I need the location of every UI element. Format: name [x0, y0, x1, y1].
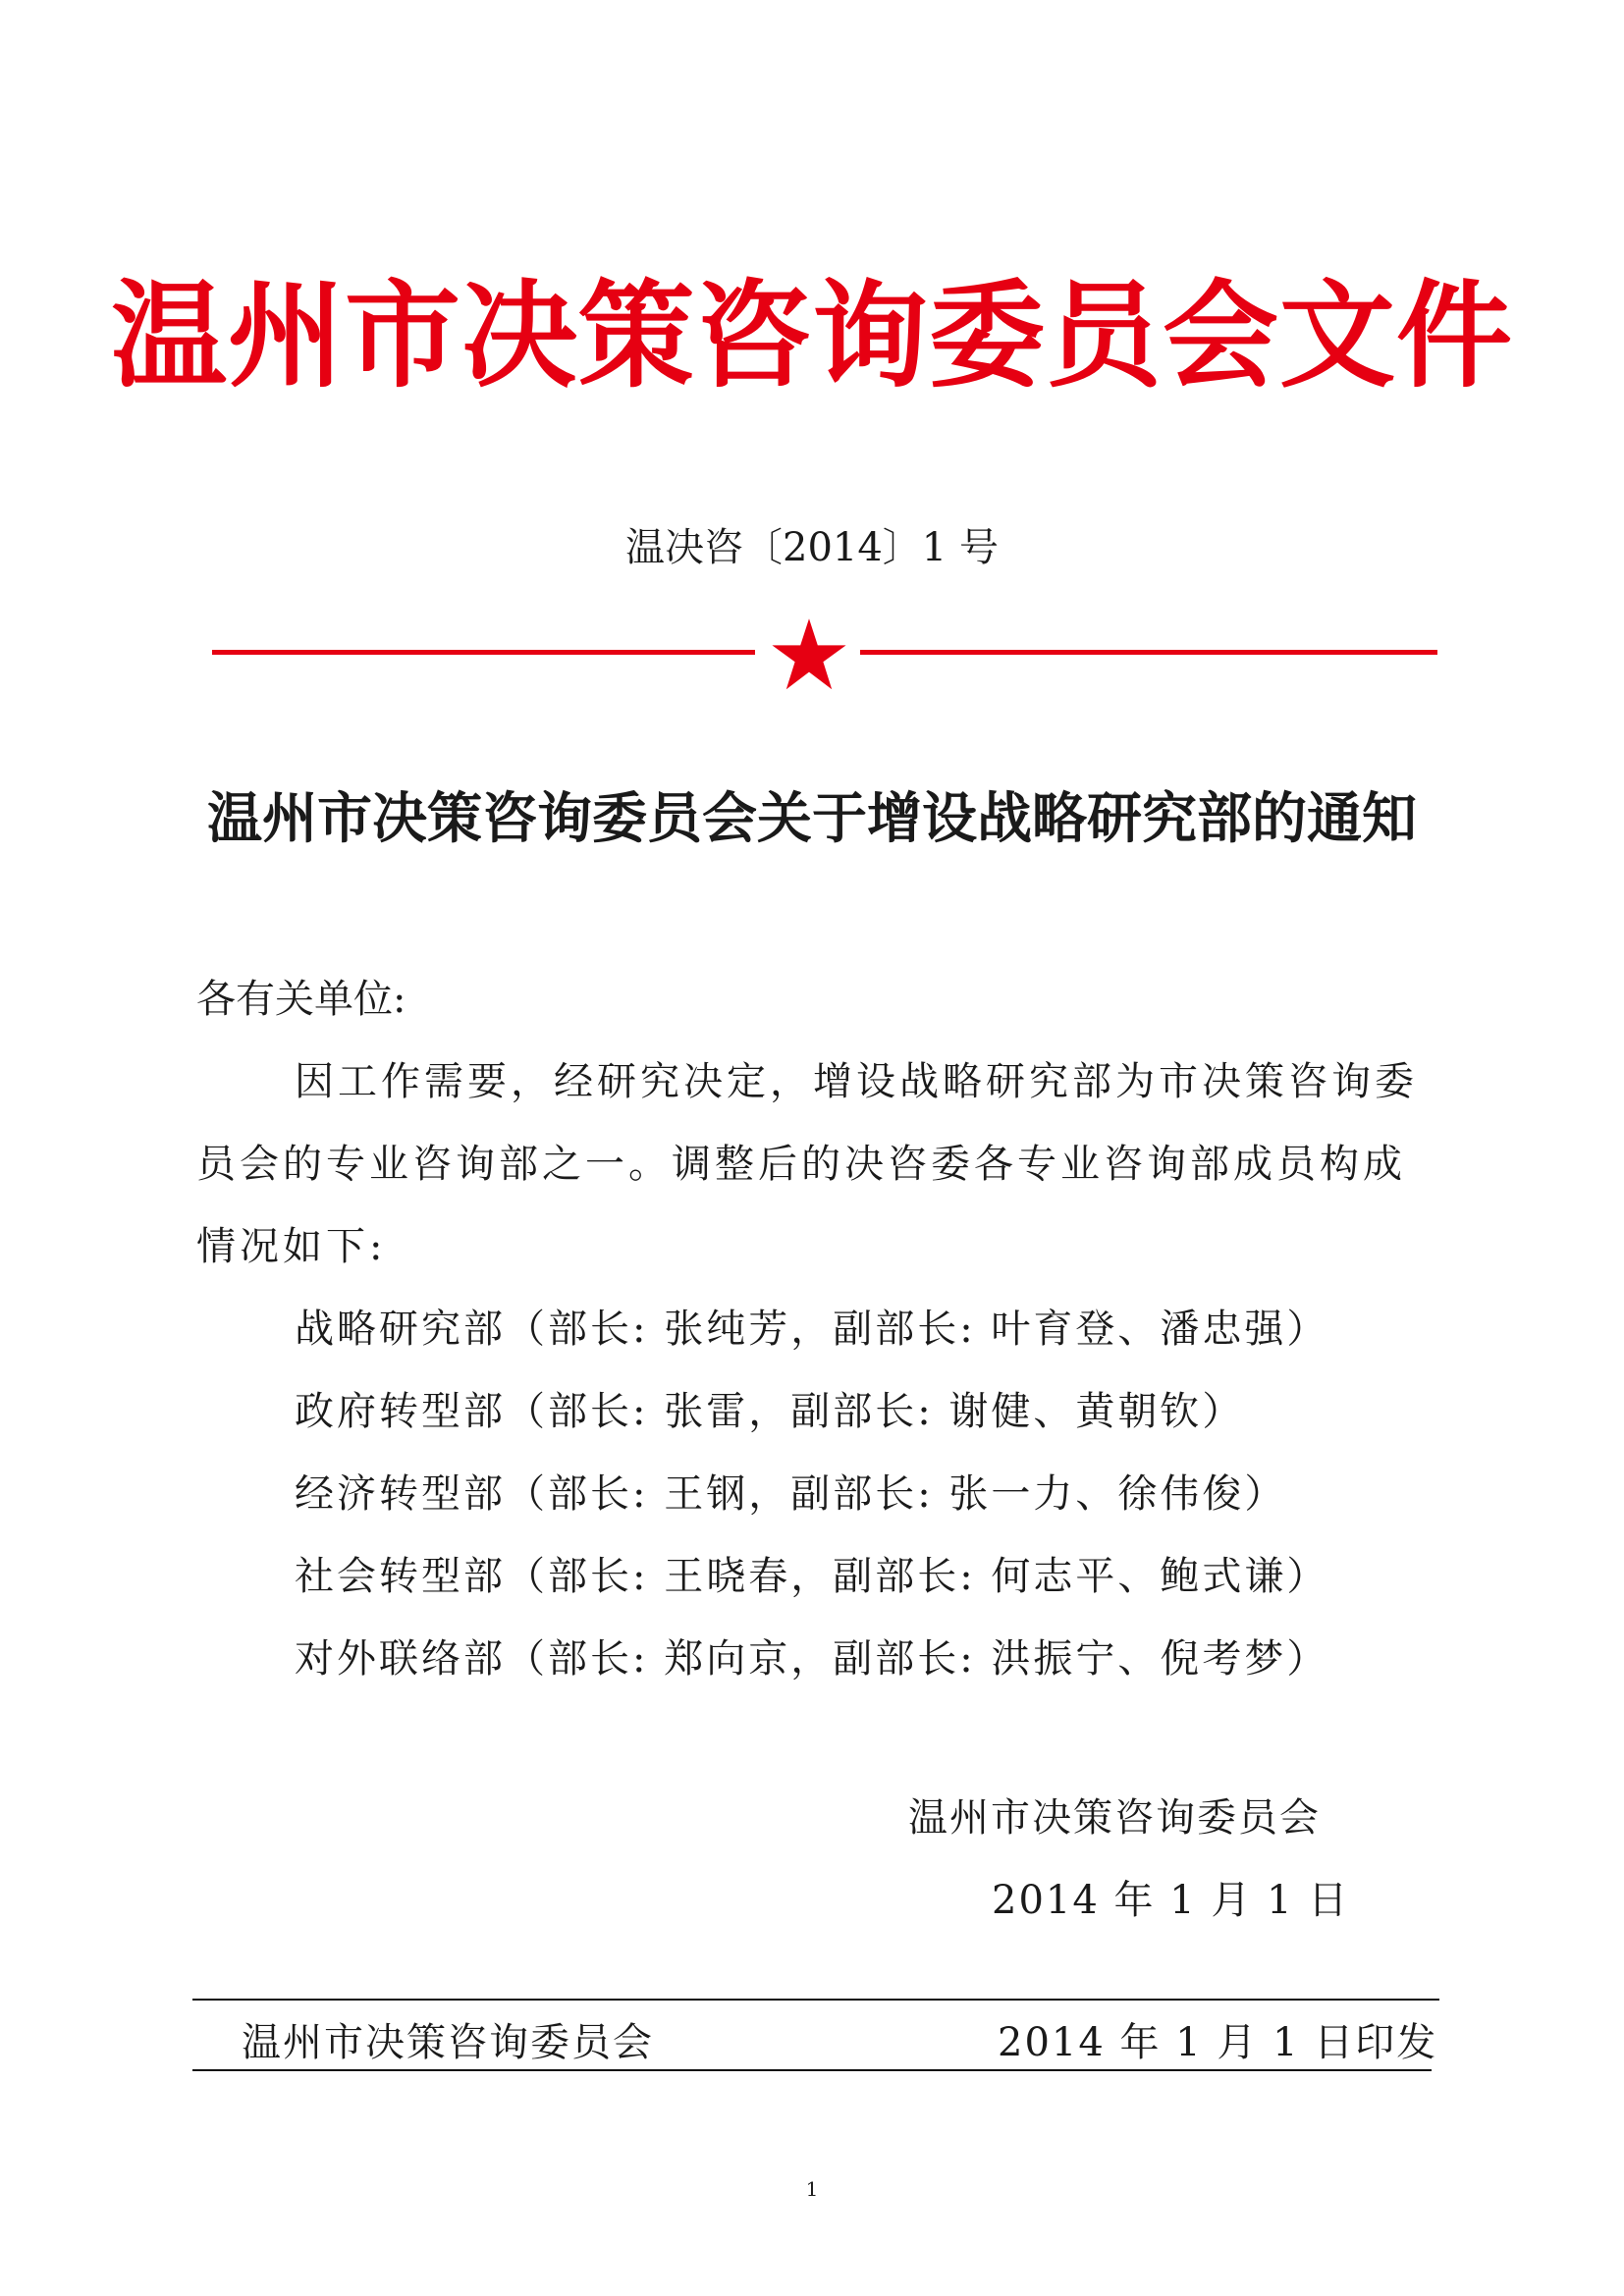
salutation: 各有关单位:	[196, 977, 406, 1022]
footer-divider-bottom	[192, 2069, 1432, 2071]
footer-issuer: 温州市决策咨询委员会	[242, 2020, 654, 2065]
star-icon	[770, 615, 848, 694]
signature-date: 2014 年 1 月 1 日	[992, 1878, 1350, 1923]
signature-organization: 温州市决策咨询委员会	[908, 1795, 1321, 1841]
red-divider-left	[212, 650, 755, 655]
footer-divider-top	[192, 1999, 1439, 2001]
document-header-title: 温州市决策咨询委员会文件	[110, 267, 1513, 403]
footer-print-date: 2014 年 1 月 1 日印发	[998, 2020, 1438, 2065]
department-item: 政府转型部（部长: 张雷，副部长: 谢健、黄朝钦）	[295, 1389, 1245, 1434]
notice-title: 温州市决策咨询委员会关于增设战略研究部的通知	[207, 786, 1417, 851]
department-item: 战略研究部（部长: 张纯芳，副部长: 叶育登、潘忠强）	[295, 1307, 1329, 1352]
body-paragraph-line: 员会的专业咨询部之一。调整后的决咨委各专业咨询部成员构成	[196, 1142, 1406, 1187]
page-number: 1	[805, 2177, 819, 2201]
document-number: 温决咨〔2014〕1 号	[625, 525, 999, 570]
body-paragraph-line: 因工作需要，经研究决定，增设战略研究部为市决策咨询委	[295, 1059, 1418, 1104]
department-item: 社会转型部（部长: 王晓春，副部长: 何志平、鲍式谦）	[295, 1554, 1329, 1599]
red-divider-right	[860, 650, 1437, 655]
department-item: 经济转型部（部长: 王钢，副部长: 张一力、徐伟俊）	[295, 1471, 1287, 1517]
body-paragraph-line: 情况如下:	[196, 1224, 387, 1269]
department-item: 对外联络部（部长: 郑向京，副部长: 洪振宁、倪考梦）	[295, 1636, 1329, 1682]
